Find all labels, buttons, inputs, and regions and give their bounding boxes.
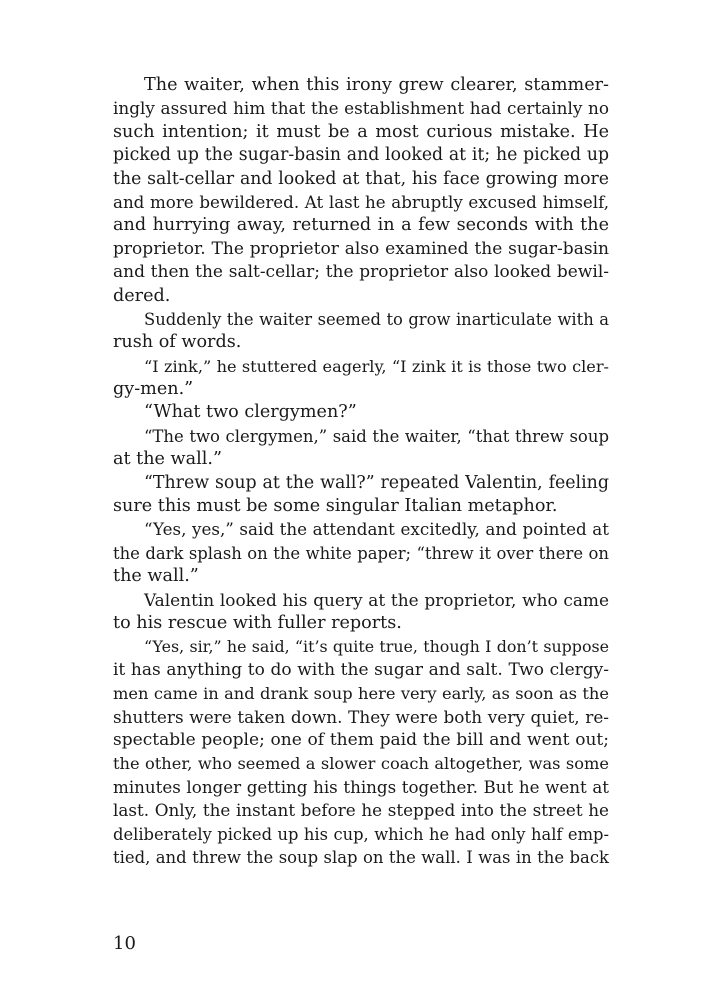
text-line: at the wall.” — [113, 449, 222, 470]
body-text — [113, 74, 609, 869]
text-line: “The two clergymen,” said the waiter, “that threw soup — [144, 426, 609, 446]
text-line: ingly assured him that the establishment had certainly no — [113, 98, 609, 119]
text-line: the salt-cellar and looked at that, his face growing more — [113, 168, 609, 189]
page-number: 10 — [113, 933, 136, 954]
text-line: Valentin looked his query at the proprietor, who came — [144, 589, 609, 610]
text-line: The waiter, when this irony grew clearer, stammer- — [144, 75, 609, 95]
text-line: spectable people; one of them paid the bill and went out; — [113, 729, 609, 750]
text-line: the wall.” — [113, 566, 199, 587]
text-line: dered. — [113, 285, 171, 306]
text-line: Suddenly the waiter seemed to grow inarticulate with a — [144, 309, 609, 329]
text-line: and hurrying away, returned in a few seconds with the — [113, 215, 609, 236]
text-line: picked up the sugar-basin and looked at it; he picked up — [113, 145, 609, 166]
text-line: gy-men.” — [113, 379, 194, 400]
text-line: and more bewildered. At last he abruptly excused himself, — [113, 192, 609, 212]
text-line: last. Only, the instant before he stepped into the street he — [113, 800, 609, 821]
text-line: such intention; it must be a most curious mistake. He — [113, 121, 609, 142]
text-line: it has anything to do with the sugar and salt. Two clergy- — [113, 659, 609, 680]
text-line: sure this must be some singular Italian metaphor. — [113, 496, 558, 517]
text-line: “Yes, sir,” he said, “it’s quite true, though I don’t suppose — [144, 637, 609, 657]
text-line: to his rescue with fuller reports. — [113, 612, 402, 633]
text-line: “What two clergymen?” — [144, 402, 357, 423]
text-line: the dark splash on the white paper; “threw it over there on — [113, 543, 609, 563]
text-line: “Yes, yes,” said the attendant excitedly, and pointed at — [144, 519, 609, 540]
text-line: tied, and threw the soup slap on the wall. I was in the back — [113, 847, 609, 867]
text-line: rush of words. — [113, 332, 242, 353]
text-line: deliberately picked up his cup, which he had only half emp- — [113, 824, 609, 844]
text-line: proprietor. The proprietor also examined the sugar-basin — [113, 238, 609, 259]
text-line: the other, who seemed a slower coach altogether, was some — [113, 754, 609, 774]
text-line: and then the salt-cellar; the proprietor also looked bewil- — [113, 262, 609, 283]
text-line: “I zink,” he stuttered eagerly, “I zink it is those two cler- — [144, 356, 609, 376]
text-line: “Threw soup at the wall?” repeated Valentin, feeling — [144, 472, 609, 493]
text-line: shutters were taken down. They were both very quiet, re- — [113, 706, 609, 727]
text-line: men came in and drank soup here very early, as soon as the — [113, 684, 609, 704]
text-line: minutes longer getting his things together. But he went at — [113, 776, 609, 797]
